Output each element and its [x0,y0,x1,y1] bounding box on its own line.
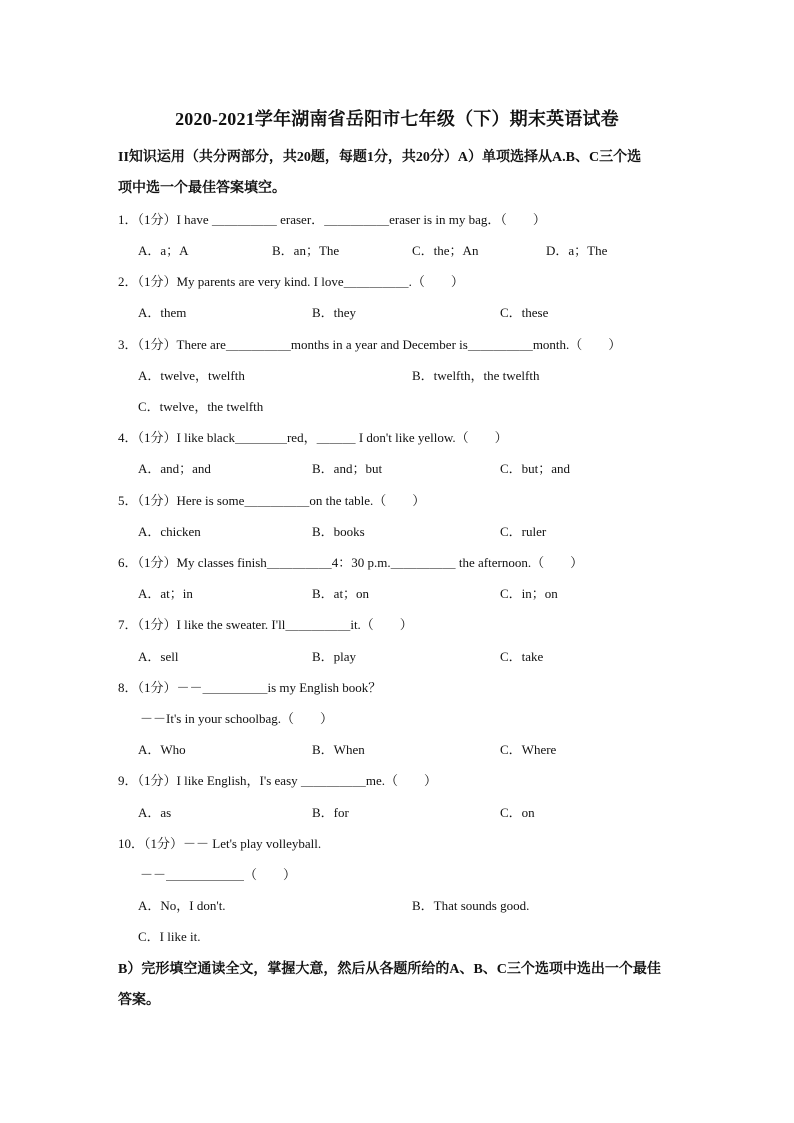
question-4-stem: 4．（1分）I like black＿＿＿＿red，＿＿＿ I don't like yellow.（ ） [118,430,508,445]
question-1-option-b: B．an；The [272,243,340,258]
question-9-option-c: C．on [500,805,535,820]
question-6-option-a: A．at；in [138,586,193,601]
section-b-instruction-line2: 答案。 [118,993,160,1008]
question-4-option-c: C．but；and [500,461,571,476]
question-6-stem: 6．（1分）My classes finish＿＿＿＿＿4：30 p.m.＿＿＿＿＿ the afternoon.（ ） [118,555,584,570]
section-b-instruction-line1: B）完形填空通读全文，掌握大意，然后从各题所给的A、B、C三个选项中选出一个最佳 [118,962,661,977]
question-4-option-b: B．and；but [312,461,383,476]
question-5-option-c: C．ruler [500,524,547,539]
question-10-option-a: A．No，I don't. [138,898,226,913]
question-2-option-a: A．them [138,305,187,320]
question-6-option-c: C．in；on [500,586,558,601]
question-7-option-a: A．sell [138,649,179,664]
question-1-option-a: A．a；A [138,243,189,258]
question-10-option-b: B．That sounds good. [412,898,530,913]
question-8-option-c: C．Where [500,742,557,757]
question-1-option-c: C．the；An [412,243,479,258]
page-title: 2020-2021学年湖南省岳阳市七年级（下）期末英语试卷 [175,109,619,129]
question-3-option-b: B．twelfth，the twelfth [412,368,540,383]
question-3-stem: 3．（1分）There are＿＿＿＿＿months in a year and December is＿＿＿＿＿month.（ ） [118,337,622,352]
question-9-stem: 9．（1分）I like English，I's easy ＿＿＿＿＿me.（ ） [118,773,438,788]
question-8-stem: 8．（1分）－－＿＿＿＿＿is my English book？ [118,680,382,695]
question-9-option-b: B．for [312,805,349,820]
question-10-option-c: C．I like it. [138,929,201,944]
question-5-option-b: B．books [312,524,365,539]
question-6-option-b: B．at；on [312,586,370,601]
question-5-option-a: A．chicken [138,524,201,539]
question-7-stem: 7．（1分）I like the sweater. I'll＿＿＿＿＿it.（ ） [118,617,413,632]
question-8-dialogue-reply: －－It's in your schoolbag.（ ） [140,711,333,726]
question-3-option-c: C．twelve，the twelfth [138,399,264,414]
question-5-stem: 5．（1分）Here is some＿＿＿＿＿on the table.（ ） [118,493,426,508]
question-9-option-a: A．as [138,805,172,820]
question-10-stem: 10．（1分）－－ Let's play volleyball. [118,836,322,851]
question-8-option-b: B．When [312,742,365,757]
question-1-option-d: D．a；The [546,243,608,258]
section-ii-instruction-line2: 项中选一个最佳答案填空。 [118,181,286,196]
question-7-option-c: C．take [500,649,544,664]
section-ii-instruction-line1: II知识运用（共分两部分，共20题，每题1分，共20分）A）单项选择从A.B、C三个选 [118,150,642,165]
question-2-option-b: B．they [312,305,357,320]
question-7-option-b: B．play [312,649,357,664]
question-10-dialogue-reply: －－＿＿＿＿＿＿（ ） [140,867,297,882]
question-3-option-a: A．twelve，twelfth [138,368,245,383]
question-2-stem: 2．（1分）My parents are very kind. I love＿＿＿＿＿.（ ） [118,274,464,289]
question-2-option-c: C．these [500,305,549,320]
question-8-option-a: A．Who [138,742,186,757]
question-4-option-a: A．and；and [138,461,211,476]
question-1-stem: 1．（1分）I have ＿＿＿＿＿ eraser．＿＿＿＿＿eraser is in my bag．（ ） [118,212,546,227]
